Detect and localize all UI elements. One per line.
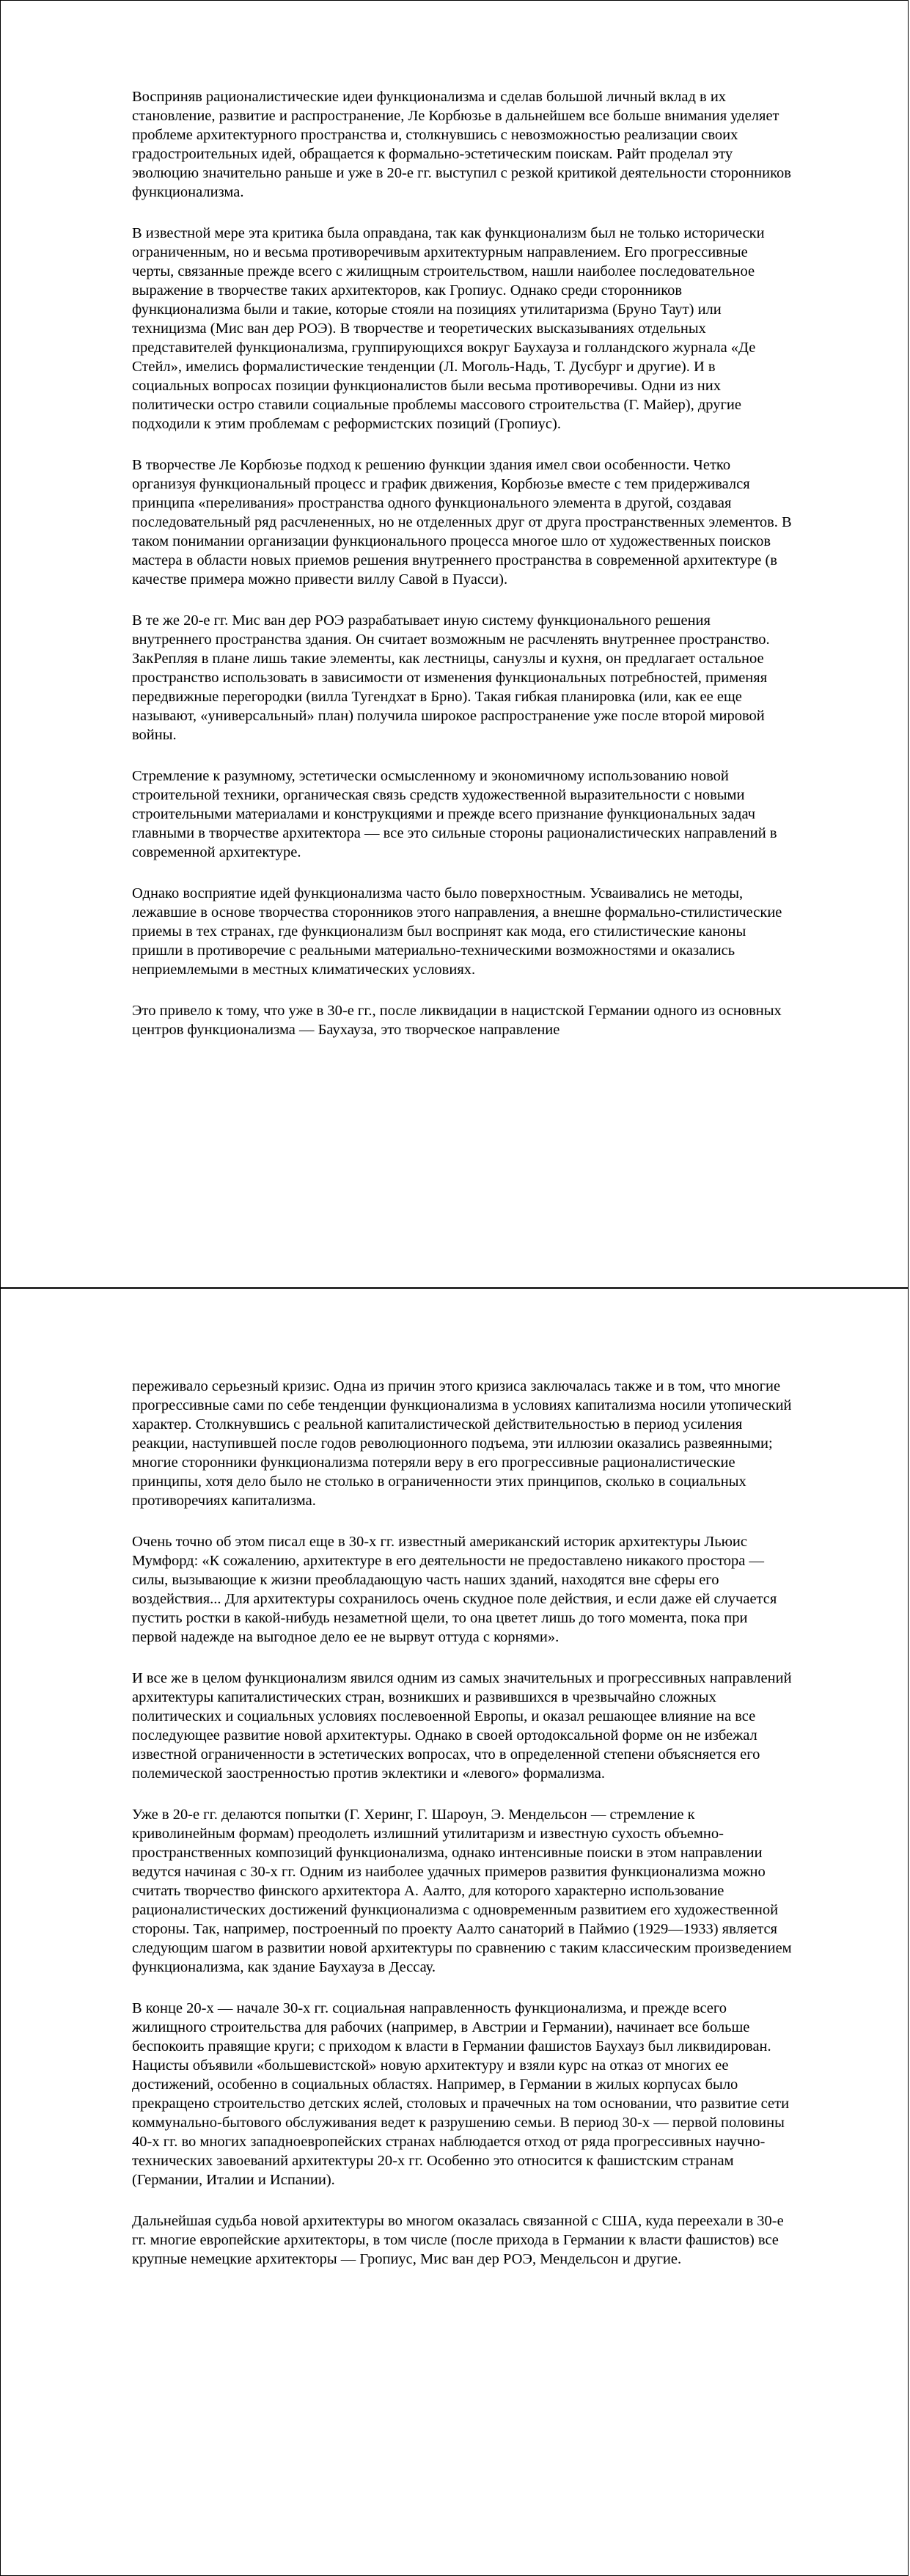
page-2-text-block bbox=[132, 1377, 792, 2291]
paragraph: В те же 20-е гг. Мис ван дер РОЭ разрабатывает иную систему функционального решения внутреннего пространства здания. Он считает возможным не расчленять внутреннее пространство. ЗакРепляя в плане лишь такие элементы, как лестницы, санузлы и кухня, он предлагает остальное пространство использовать в зависимости от изменения функциональных потребностей, применяя передвижные перегородки (вилла Тугендхат в Брно). Такая гибкая планировка (или, как ее еще называют, «универсальный» план) получила широкое распространение уже после второй мировой войны. bbox=[132, 612, 770, 743]
paragraph: В творчестве Ле Корбюзье подход к решению функции здания имел свои особенности. Четко организуя функциональный процесс и график движения, Корбюзье вместе с тем придерживался принципа «переливания» пространства одного функционального элемента в другой, создавая последовательный ряд расчлененных, но не отделенных друг от друга пространственных элементов. В таком понимании организации функционального процесса многое шло от художественных поисков мастера в области новых приемов решения внутреннего пространства в современной архитектуре (в качестве примера можно привести виллу Савой в Пуасси). bbox=[132, 457, 792, 588]
paragraph: переживало серьезный кризис. Одна из причин этого кризиса заключалась также и в том, что многие прогрессивные сами по себе тенденции функционализма в условиях капитализма носили утопический характер. Столкнувшись с реальной капиталистической действительностью в период усиления реакции, наступившей после годов революционного подъема, эти иллюзии оказались развеянными; многие сторонники функционализма потеряли веру в его прогрессивные рационалистические принципы, хотя дело было не столько в ограниченности этих принципов, сколько в социальных противоречиях капитализма. bbox=[132, 1378, 792, 1509]
paragraph: И все же в целом функционализм явился одним из самых значительных и прогрессивных направлений архитектуры капиталистических стран, возникших и развившихся в чрезвычайно сложных политических и социальных условиях послевоенной Европы, и оказал решающее влияние на все последующее развитие новой архитектуры. Однако в своей ортодоксальной форме он не избежал известной ограниченности в эстетических вопросах, что в определенной степени объясняется его полемической заостренностью против эклектики и «левого» формализма. bbox=[132, 1670, 792, 1782]
paragraph: Однако восприятие идей функционализма часто было поверхностным. Усваивались не методы, лежавшие в основе творчества сторонников этого направления, а внешне формально-стилистические приемы в тех странах, где функционализм был воспринят как мода, его стилистические каноны пришли в противоречие с реальными материально-техническими возможностями и оказались неприемлемыми в местных климатических условиях. bbox=[132, 885, 782, 978]
paragraph: Очень точно об этом писал еще в 30-х гг. известный американский историк архитектуры Льюис Мумфорд: «К сожалению, архитектуре в его деятельности не предоставлено никакого простора — силы, вызывающие к жизни преобладающую часть наших зданий, находятся вне сферы его воздействия... Для архитектуры сохранилось очень скудное поле действия, и если даже ей случается пустить ростки в какой-нибудь незаметной щели, то она цветет лишь до того момента, пока при первой надежде на выгодное дело ее не вырвут оттуда с корнями». bbox=[132, 1534, 777, 1645]
paragraph: Восприняв рационалистические идеи функционализма и сделав большой личный вклад в их становление, развитие и распространение, Ле Корбюзье в дальнейшем все больше внимания уделяет проблеме архитектурного пространства и, столкнувшись с невозможностью реализации своих градостроительных идей, обращается к формально-эстетическим поискам. Райт проделал эту эволюцию значительно раньше и уже в 20-е гг. выступил с резкой критикой деятельности сторонников функционализма. bbox=[132, 89, 791, 200]
paragraph: В конце 20-х — начале 30-х гг. социальная направленность функционализма, и прежде всего жилищного строительства для рабочих (например, в Австрии и Германии), начинает все больше беспокоить правящие круги; с приходом к власти в Германии фашистов Баухауз был ликвидирован. Нацисты объявили «большевистской» новую архитектуру и взяли курс на отказ от многих ее достижений, особенно в социальных областях. Например, в Германии в жилых корпусах было прекращено строительство детских яслей, столовых и прачечных на том основании, что развитие сети коммунально-бытового обслуживания ведет к разрушению семьи. В период 30-х — первой половины 40-х гг. во многих западноевропейских странах наблюдается отход от ряда прогрессивных научно-технических завоеваний архитектуры 20-х гг. Особенно это относится к фашистским странам (Германии, Италии и Испании). bbox=[132, 2000, 790, 2188]
paragraph: Это привело к тому, что уже в 30-е гг., после ликвидации в нацистской Германии одного из основных центров функционализма — Баухауза, это творческое направление bbox=[132, 1003, 782, 1038]
document-page-1 bbox=[0, 0, 909, 1288]
paragraph: Дальнейшая судьба новой архитектуры во многом оказалась связанной с США, куда переехали в 30-е гг. многие европейские архитекторы, в том числе (после прихода в Германии к власти фашистов) все крупные немецкие архитекторы — Гропиус, Мис ван дер РОЭ, Мендельсон и другие. bbox=[132, 2213, 784, 2267]
document-page-2 bbox=[0, 1288, 909, 2576]
paragraph: В известной мере эта критика была оправдана, так как функционализм был не только исторически ограниченным, но и весьма противоречивым архитектурным направлением. Его прогрессивные черты, связанные прежде всего с жилищным строительством, нашли наиболее последовательное выражение в творчестве таких архитекторов, как Гропиус. Однако среди сторонников функционализма были и такие, которые стояли на позициях утилитаризма (Бруно Таут) или техницизма (Мис ван дер РОЭ). В творчестве и теоретических высказываниях отдельных представителей функционализма, группирующихся вокруг Баухауза и голландского журнала «Де Стейл», имелись формалистические тенденции (Л. Моголь-Надь, Т. Дусбург и другие). И в социальных вопросах позиции функционалистов были весьма противоречивы. Одни из них политически остро ставили социальные проблемы массового строительства (Г. Майер), другие подходили к этим проблемам с реформистских позиций (Гропиус). bbox=[132, 225, 765, 432]
paragraph: Уже в 20-е гг. делаются попытки (Г. Херинг, Г. Шароун, Э. Мендельсон — стремление к криволинейным формам) преодолеть излишний утилитаризм и известную сухость объемно-пространственных композиций функционализма, однако интенсивные поиски в этом направлении ведутся начиная с 30-х гг. Одним из наиболее удачных примеров развития функционализма можно считать творчество финского архитектора А. Аалто, для которого характерно использование рационалистических достижений функционализма с одновременным развитием его художественной стороны. Так, например, построенный по проекту Аалто санаторий в Паймио (1929—1933) является следующим шагом в развитии новой архитектуры по сравнению с таким классическим произведением функционализма, как здание Баухауза в Дессау. bbox=[132, 1807, 792, 1975]
paragraph: Стремление к разумному, эстетически осмысленному и экономичному использованию новой строительной техники, органическая связь средств художественной выразительности с новыми строительными материалами и конструкциями и прежде всего признание функциональных задач главными в творчестве архитектора — все это сильные стороны рационалистических направлений в современной архитектуре. bbox=[132, 768, 777, 860]
page-1-text-block bbox=[132, 87, 792, 1061]
